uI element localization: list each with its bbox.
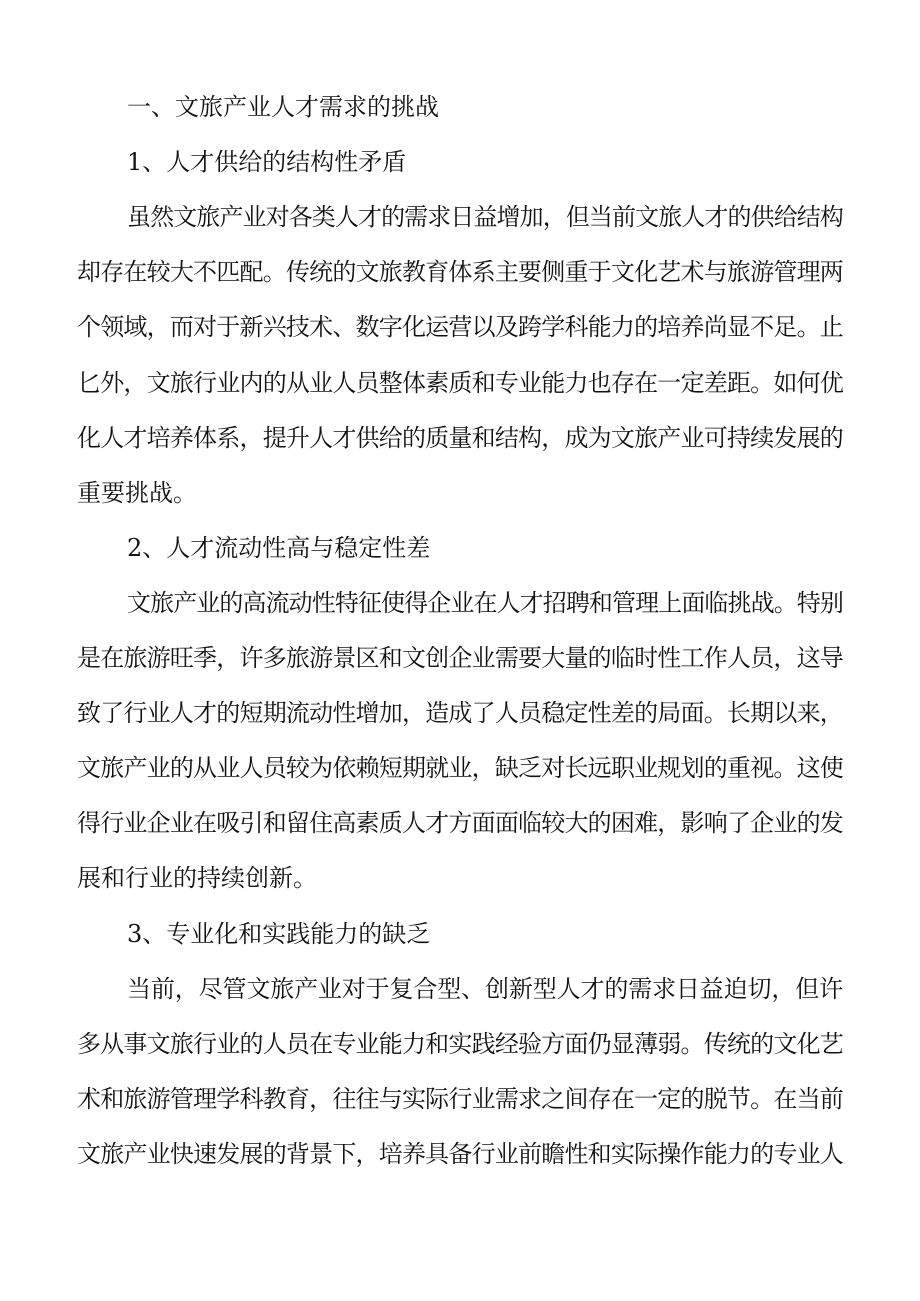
- section-2-line: 文旅产业的高流动性特征使得企业在人才招聘和管理上面临挑战。特别: [127, 589, 843, 617]
- section-1-line: 却存在较大不匹配。传统的文旅教育体系主要侧重于文化艺术与旅游管理两: [77, 258, 843, 286]
- section-3-line: 术和旅游管理学科教育，往往与实际行业需求之间存在一定的脱节。在当前: [77, 1085, 843, 1113]
- section-1-heading: 1、人才供给的结构性矛盾: [127, 148, 407, 176]
- section-2-line: 文旅产业的从业人员较为依赖短期就业，缺乏对长远职业规划的重视。这使: [77, 754, 843, 782]
- section-3-line: 多从事文旅行业的人员在专业能力和实践经验方面仍显薄弱。传统的文化艺: [77, 1030, 843, 1058]
- section-3-line: 当前，尽管文旅产业对于复合型、创新型人才的需求日益迫切，但许: [127, 975, 843, 1003]
- section-2-heading: 2、人才流动性高与稳定性差: [127, 534, 431, 562]
- section-1-line: 匕外，文旅行业内的从业人员整体素质和专业能力也存在一定差距。如何优: [77, 369, 843, 397]
- section-3-line: 文旅产业快速发展的背景下，培养具备行业前瞻性和实际操作能力的专业人: [77, 1140, 843, 1168]
- section-3-heading: 3、专业化和实践能力的缺乏: [127, 920, 431, 948]
- section-2-line: 展和行业的持续创新。: [77, 864, 317, 892]
- main-heading: 一、文旅产业人才需求的挑战: [127, 93, 439, 121]
- section-1-line: 虽然文旅产业对各类人才的需求日益增加，但当前文旅人才的供给结构: [127, 203, 843, 231]
- section-2-line: 得行业企业在吸引和留住高素质人才方面面临较大的困难，影响了企业的发: [77, 809, 843, 837]
- section-2-line: 致了行业人才的短期流动性增加，造成了人员稳定性差的局面。长期以来，: [77, 699, 843, 727]
- section-2-line: 是在旅游旺季，许多旅游景区和文创企业需要大量的临时性工作人员，这导: [77, 644, 843, 672]
- section-1-line: 化人才培养体系，提升人才供给的质量和结构，成为文旅产业可持续发展的: [77, 424, 843, 452]
- section-1-line: 重要挑战。: [77, 479, 197, 507]
- section-1-line: 个领域，而对于新兴技术、数字化运营以及跨学科能力的培养尚显不足。止: [77, 313, 843, 341]
